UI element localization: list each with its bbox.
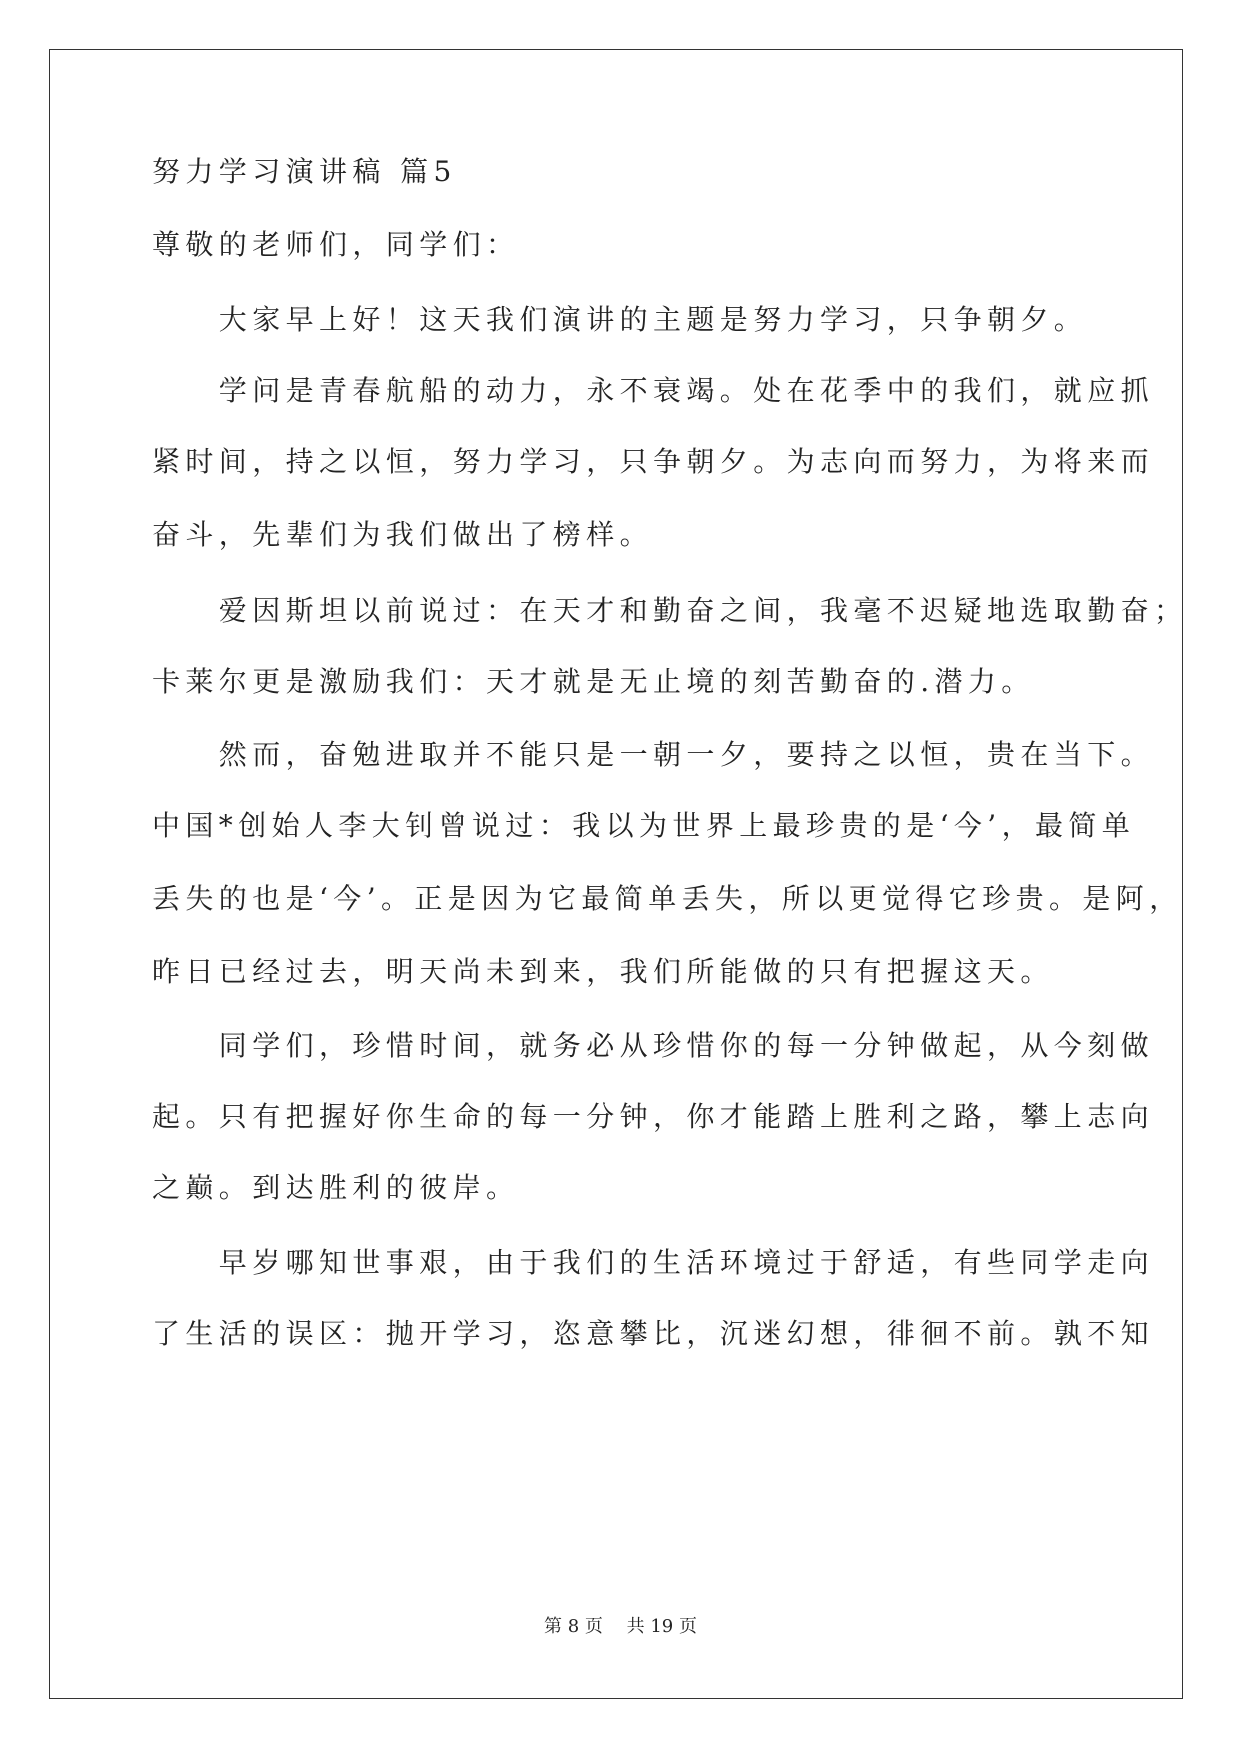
text-line: 同学们，珍惜时间，就务必从珍惜你的每一分钟做起，从今刻做 [152,1029,1155,1062]
text-line: 尊敬的老师们，同学们： [152,228,520,261]
text-line: 了生活的误区：抛开学习，恣意攀比，沉迷幻想，徘徊不前。孰不知 [152,1317,1155,1350]
text-line: 之巅。到达胜利的彼岸。 [152,1171,520,1204]
text-line: 昨日已经过去，明天尚未到来，我们所能做的只有把握这天。 [152,955,1054,988]
text-line: 然而，奋勉进取并不能只是一朝一夕，要持之以恒，贵在当下。 [152,738,1155,771]
text-line: 爱因斯坦以前说过：在天才和勤奋之间，我毫不迟疑地选取勤奋； [152,594,1188,627]
page-border [49,49,1183,1699]
text-line: 中国*创始人李大钊曾说过：我以为世界上最珍贵的是‘今’，最简单 [152,809,1136,842]
text-line: 卡莱尔更是激励我们：天才就是无止境的刻苦勤奋的.潜力。 [152,665,1035,698]
text-line: 丢失的也是‘今’。正是因为它最简单丢失，所以更觉得它珍贵。是阿， [152,882,1183,915]
text-line: 大家早上好！这天我们演讲的主题是努力学习，只争朝夕。 [152,303,1088,336]
page-number-footer: 第 8 页 共 19 页 [544,1616,697,1637]
text-line: 学问是青春航船的动力，永不衰竭。处在花季中的我们，就应抓 [152,374,1155,407]
text-line: 奋斗，先辈们为我们做出了榜样。 [152,518,654,551]
text-line: 起。只有把握好你生命的每一分钟，你才能踏上胜利之路，攀上志向 [152,1100,1155,1133]
document-title: 努力学习演讲稿 篇5 [152,155,457,188]
text-line: 早岁哪知世事艰，由于我们的生活环境过于舒适，有些同学走向 [152,1246,1155,1279]
text-line: 紧时间，持之以恒，努力学习，只争朝夕。为志向而努力，为将来而 [152,445,1155,478]
